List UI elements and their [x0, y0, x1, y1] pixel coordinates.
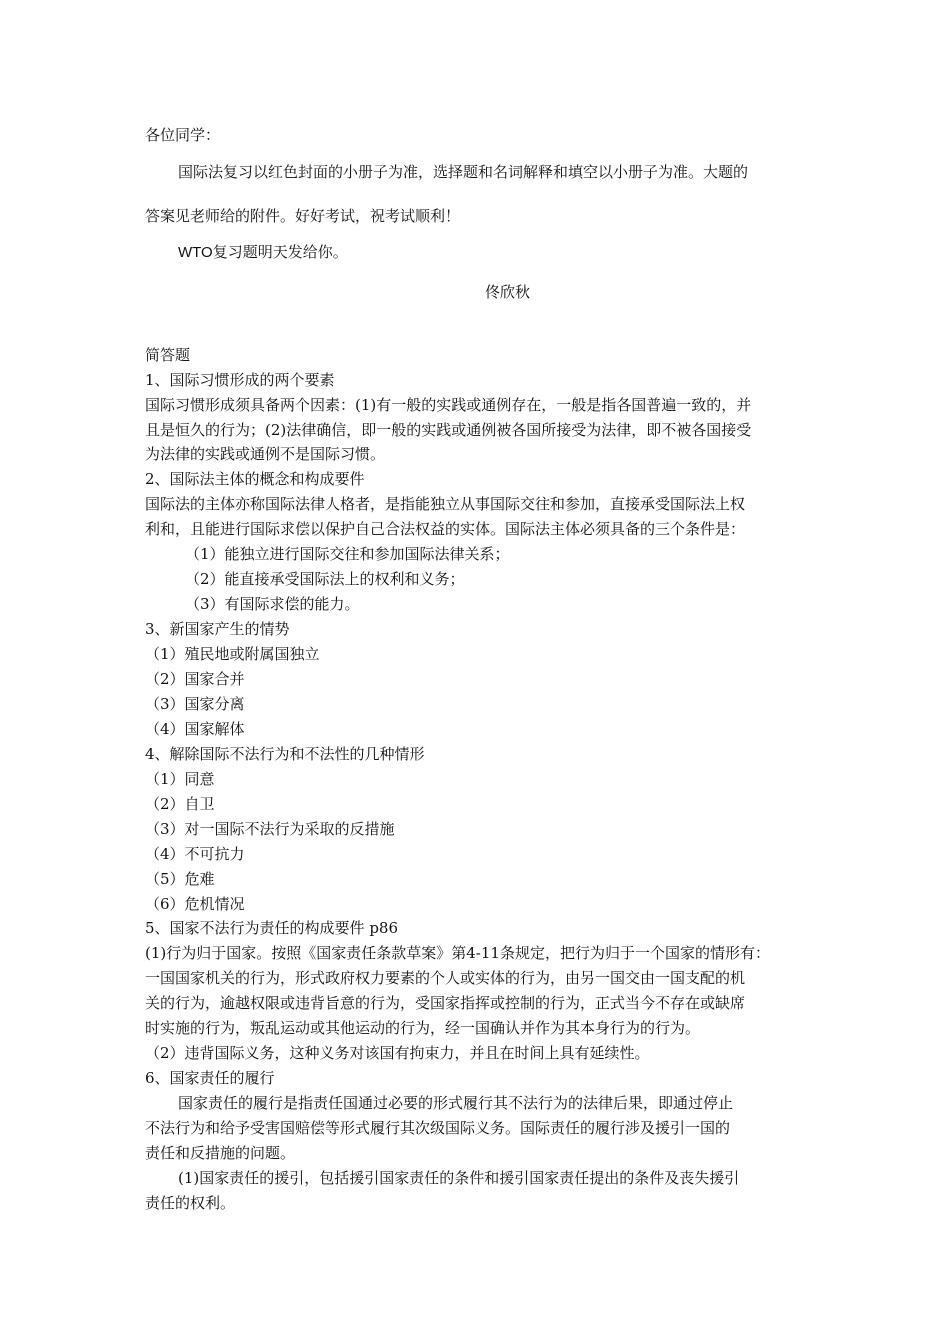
notice-paragraph-line: 国际法复习以红色封面的小册子为准，选择题和名词解释和填空以小册子为准。大题的: [178, 163, 749, 181]
answer-line: 责任的权利。: [145, 1194, 236, 1212]
answer-line: 一国国家机关的行为，形式政府权力要素的个人或实体的行为，由另一国交由一国支配的机: [145, 969, 746, 987]
list-item: （4）国家解体: [145, 720, 245, 738]
signature: 佟欣秋: [485, 283, 531, 301]
answer-line: 国际法的主体亦称国际法律人格者，是指能独立从事国际交往和参加，直接承受国际法上权: [145, 495, 746, 513]
section-title: 简答题: [145, 346, 191, 364]
question-title: 2、国际法主体的概念和构成要件: [145, 470, 365, 488]
list-item: （6）危机情况: [145, 895, 245, 913]
list-item: （5）危难: [145, 870, 215, 888]
list-item: （2）能直接承受国际法上的权利和义务；: [185, 570, 465, 588]
answer-line: 时实施的行为，叛乱运动或其他运动的行为，经一国确认并作为其本身行为的行为。: [145, 1019, 701, 1037]
answer-line: (1)行为归于国家。按照《国家责任条款草案》第4-11条规定，把行为归于一个国家的情形有：: [145, 944, 770, 962]
question-title: 1、国际习惯形成的两个要素: [145, 371, 335, 389]
wto-notice-text: 复习题明天发给你。: [212, 243, 348, 261]
answer-line: 利和，且能进行国际求偿以保护自己合法权益的实体。国际法主体必须具备的三个条件是：: [145, 520, 746, 538]
wto-notice: [178, 242, 848, 263]
answer-line: 责任和反措施的问题。: [145, 1144, 296, 1162]
answer-line: (1)国家责任的援引，包括援引国家责任的条件和援引国家责任提出的条件及丧失援引: [178, 1169, 740, 1187]
notice-paragraph-line: 答案见老师给的附件。好好考试，祝考试顺利！: [145, 207, 461, 225]
list-item: （1）殖民地或附属国独立: [145, 645, 320, 663]
question-title: 3、新国家产生的情势: [145, 620, 290, 638]
list-item: （1）同意: [145, 770, 215, 788]
list-item: （3）国家分离: [145, 695, 245, 713]
answer-line: 为法律的实践或通例不是国际习惯。: [145, 445, 386, 463]
list-item: （3）对一国际不法行为采取的反措施: [145, 820, 395, 838]
greeting: 各位同学：: [145, 126, 221, 144]
list-item: （2）国家合并: [145, 670, 245, 688]
list-item: （4）不可抗力: [145, 845, 245, 863]
answer-line: 国家责任的履行是指责任国通过必要的形式履行其不法行为的法律后果，即通过停止: [178, 1094, 734, 1112]
answer-line: （2）违背国际义务，这种义务对该国有拘束力，并且在时间上具有延续性。: [145, 1044, 650, 1062]
list-item: （1）能独立进行国际交往和参加国际法律关系；: [185, 545, 510, 563]
answer-line: 国际习惯形成须具备两个因素：(1)有一般的实践或通例存在，一般是指各国普遍一致的，并: [145, 396, 752, 414]
question-title: 5、国家不法行为责任的构成要件 p86: [145, 919, 399, 937]
question-title: 6、国家责任的履行: [145, 1069, 275, 1087]
question-title: 4、解除国际不法行为和不法性的几种情形: [145, 745, 425, 763]
list-item: （2）自卫: [145, 795, 215, 813]
answer-line: 不法行为和给予受害国赔偿等形式履行其次级国际义务。国际责任的履行涉及援引一国的: [145, 1119, 731, 1137]
wto-abbrev: WTO: [178, 244, 213, 261]
answer-line: 关的行为，逾越权限或违背旨意的行为，受国家指挥或控制的行为，正式当今不存在或缺席: [145, 994, 746, 1012]
answer-line: 且是恒久的行为；(2)法律确信，即一般的实践或通例被各国所接受为法律，即不被各国接受: [145, 421, 752, 439]
list-item: （3）有国际求偿的能力。: [185, 595, 360, 613]
